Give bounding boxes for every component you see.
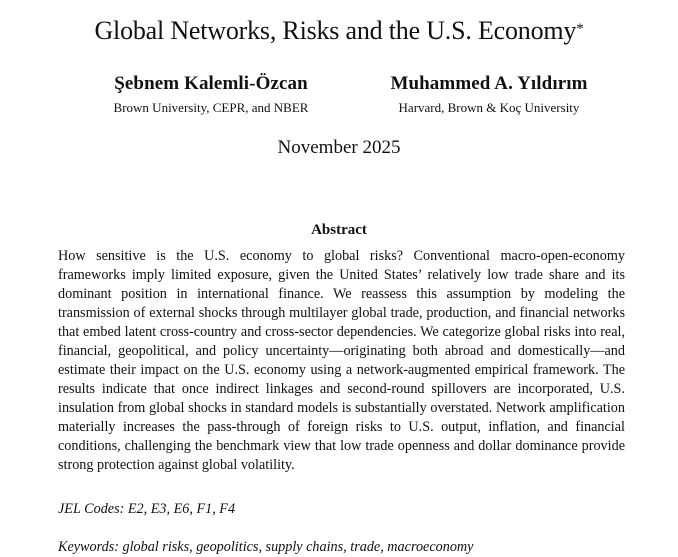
paper-title <box>0 14 678 48</box>
author-name: Muhammed A. Yıldırım <box>390 73 588 94</box>
author-block-1 <box>76 72 346 116</box>
jel-codes: JEL Codes: E2, E3, E6, F1, F4 <box>58 501 236 517</box>
abstract-heading: Abstract <box>311 222 367 238</box>
paper-title-text: Global Networks, Risks and the U.S. Economy <box>94 16 577 45</box>
abstract-body: How sensitive is the U.S. economy to global risks? Conventional macro-open-economy frameworks imply limited exposure, given the United States’ relatively low trade share and its dominant position in international finance. We reassess this assumption by modeling the transmission of external shocks through multilayer global trade, production, and financial networks that embed latent cross-country and cross-sector dependencies. We categorize global risks into real, financial, geopolitical, and policy uncertainty—originating both abroad and domestically—and estimate their impact on the U.S. economy using a network-augmented empirical framework. The results indicate that once indirect linkages and second-round spillovers are incorporated, U.S. insulation from global shocks in standard models is substantially overstated. Network amplification materially increases the pass-through of foreign risks to U.S. output, inflation, and financial conditions, challenging the benchmark view that low trade openness and dollar dominance provide strong protection against global volatility. <box>58 248 625 473</box>
keywords: Keywords: global risks, geopolitics, supply chains, trade, macroeconomy <box>58 539 474 555</box>
author-block-2 <box>348 72 630 116</box>
author-affiliation: Harvard, Brown & Koç University <box>398 100 580 115</box>
author-name: Şebnem Kalemli-Özcan <box>114 73 308 94</box>
publication-date: November 2025 <box>277 137 401 158</box>
title-footnote-mark: * <box>576 21 584 37</box>
author-affiliation: Brown University, CEPR, and NBER <box>113 100 309 115</box>
